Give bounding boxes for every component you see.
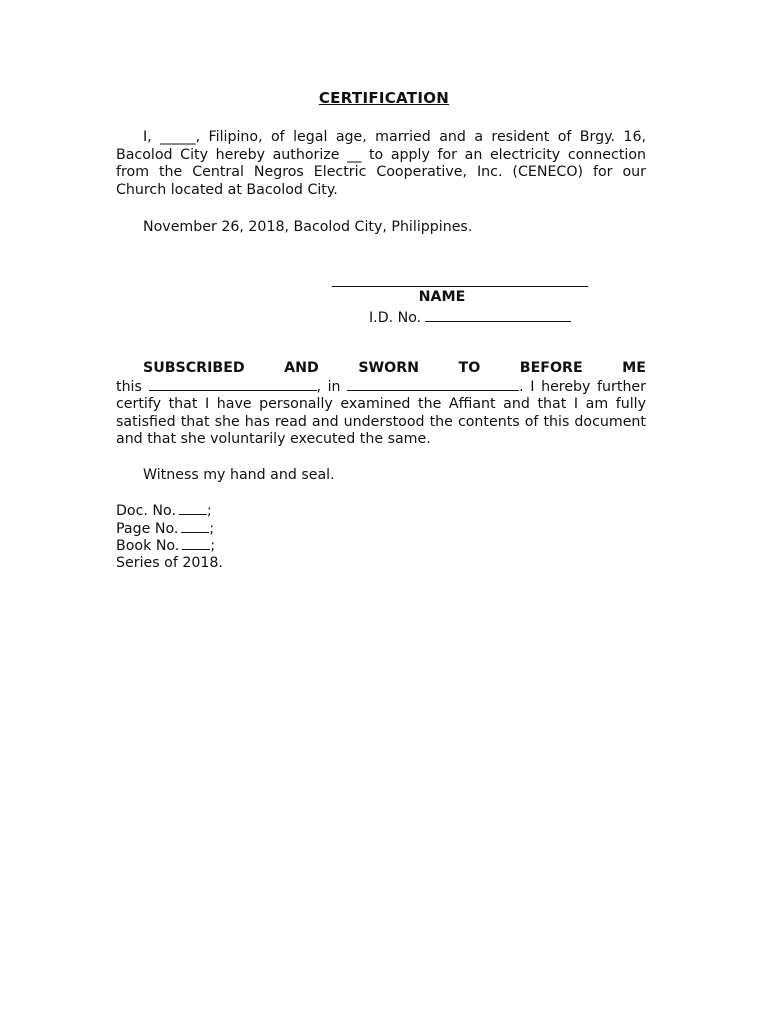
doc-number-blank <box>179 502 207 515</box>
jurat-heading: SUBSCRIBED AND SWORN TO BEFORE ME <box>143 360 646 376</box>
signatory-name: NAME <box>418 289 466 305</box>
witness-line: Witness my hand and seal. <box>143 467 335 483</box>
date-place-paragraph: November 26, 2018, Bacolod City, Philippines. <box>143 219 473 235</box>
jurat-this: this <box>116 378 142 395</box>
book-number-label: Book No. <box>116 538 180 555</box>
doc-number-suffix: ; <box>206 503 212 519</box>
document-title: CERTIFICATION <box>318 89 450 107</box>
book-number-blank <box>182 537 210 550</box>
jurat-in: , in <box>316 378 341 395</box>
jurat-place-blank <box>347 378 519 391</box>
id-number-blank <box>425 308 571 322</box>
jurat-body: . I hereby further certify that I have personally examined the Affiant and that I am fully satisfied that she has read and understood the contents of this document and that she voluntarily executed the same. <box>116 378 646 448</box>
page-number-blank <box>181 520 209 533</box>
page-number-suffix: ; <box>209 520 215 537</box>
jurat-paragraph <box>116 360 646 449</box>
signature-line <box>332 286 588 287</box>
id-number-row <box>369 308 571 328</box>
page-number-label: Page No. <box>116 520 179 537</box>
doc-number-label: Doc. No. <box>116 503 176 519</box>
doc-number-row <box>116 502 223 520</box>
book-number-row <box>116 537 223 555</box>
book-number-suffix: ; <box>210 538 216 555</box>
series-row: Series of 2018. <box>116 554 223 571</box>
authorization-paragraph: I, _____, Filipino, of legal age, married and a resident of Brgy. 16, Bacolod City hereby authorize __ to apply for an electricity connection from the Central Negros Electric Cooperative, Inc. (CENECO) for our Church located at Bacolod City. <box>116 129 646 198</box>
page-number-row <box>116 520 223 538</box>
id-number-label: I.D. No. <box>369 310 422 326</box>
notarial-register <box>116 502 223 572</box>
jurat-date-blank <box>149 378 317 391</box>
